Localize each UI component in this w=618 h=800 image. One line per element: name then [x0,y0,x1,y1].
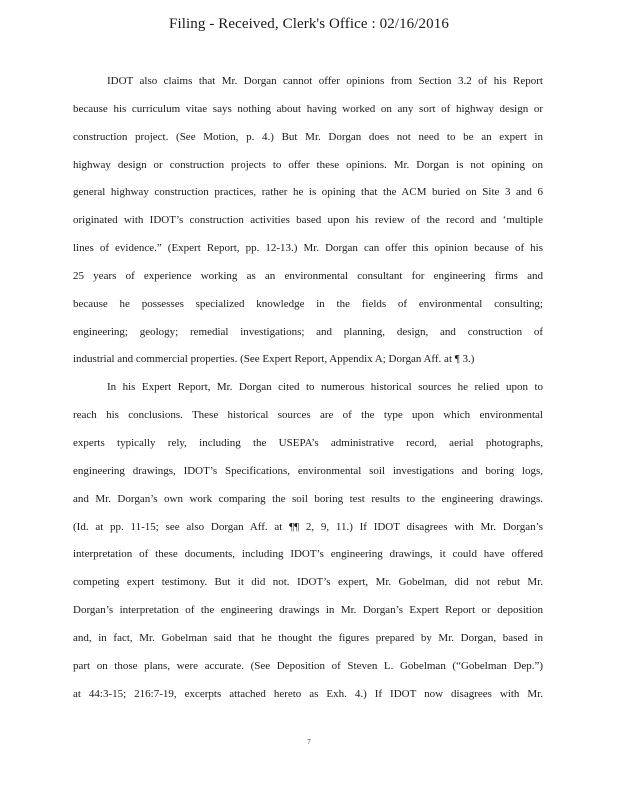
text-line: engineering drawings, IDOT’s Specifications, environmental soil investigations and boring logs, [73,464,543,477]
text-line: experts typically rely, including the USEPA’s administrative record, aerial photographs, [73,436,543,449]
document-body [73,68,543,708]
page-number: 7 [307,738,311,746]
text-line: Dorgan’s interpretation of the engineering drawings in Mr. Dorgan’s Expert Report or deposition [73,604,543,617]
text-line: and, in fact, Mr. Gobelman said that he thought the figures prepared by Mr. Dorgan, based in [73,631,543,644]
text-line: lines of evidence.” (Expert Report, pp. 12-13.) Mr. Dorgan can offer this opinion because of his [73,242,543,255]
text-line: part on those plans, were accurate. (See Deposition of Steven L. Gobelman (“Gobelman Dep.”) [73,659,543,672]
text-line: and Mr. Dorgan’s own work comparing the soil boring test results to the engineering drawings. [73,492,543,505]
text-line: because his curriculum vitae says nothing about having worked on any sort of highway design or [73,102,543,115]
text-line: originated with IDOT’s construction activities based upon his review of the record and ‘multiple [73,214,543,227]
text-line: interpretation of these documents, including IDOT’s engineering drawings, it could have offered [73,548,543,561]
text-line: highway design or construction projects to offer these opinions. Mr. Dorgan is not opining on [73,158,543,171]
text-line: reach his conclusions. These historical sources are of the type upon which environmental [73,409,543,422]
text-line: general highway construction practices, rather he is opining that the ACM buried on Site 3 and 6 [73,186,543,199]
text-line: at 44:3-15; 216:7-19, excerpts attached hereto as Exh. 4.) If IDOT now disagrees with Mr. [73,687,543,700]
text-line: construction project. (See Motion, p. 4.) But Mr. Dorgan does not need to be an expert in [73,130,543,143]
text-line: (Id. at pp. 11-15; see also Dorgan Aff. at ¶¶ 2, 9, 11.) If IDOT disagrees with Mr. Dorgan’s [73,520,543,533]
text-line: IDOT also claims that Mr. Dorgan cannot offer opinions from Section 3.2 of his Report [107,75,543,87]
text-line: 25 years of experience working as an environmental consultant for engineering firms and [73,269,543,282]
filing-header: Filing - Received, Clerk's Office : 02/16/2016 [169,16,449,32]
text-line: industrial and commercial properties. (See Expert Report, Appendix A; Dorgan Aff. at ¶ 3.) [73,353,475,366]
text-line: engineering; geology; remedial investigations; and planning, design, and construction of [73,325,543,338]
text-line: In his Expert Report, Mr. Dorgan cited to numerous historical sources he relied upon to [107,381,543,394]
text-line: because he possesses specialized knowledge in the fields of environmental consulting; [73,297,543,310]
text-line: competing expert testimony. But it did not. IDOT’s expert, Mr. Gobelman, did not rebut Mr. [73,576,543,589]
